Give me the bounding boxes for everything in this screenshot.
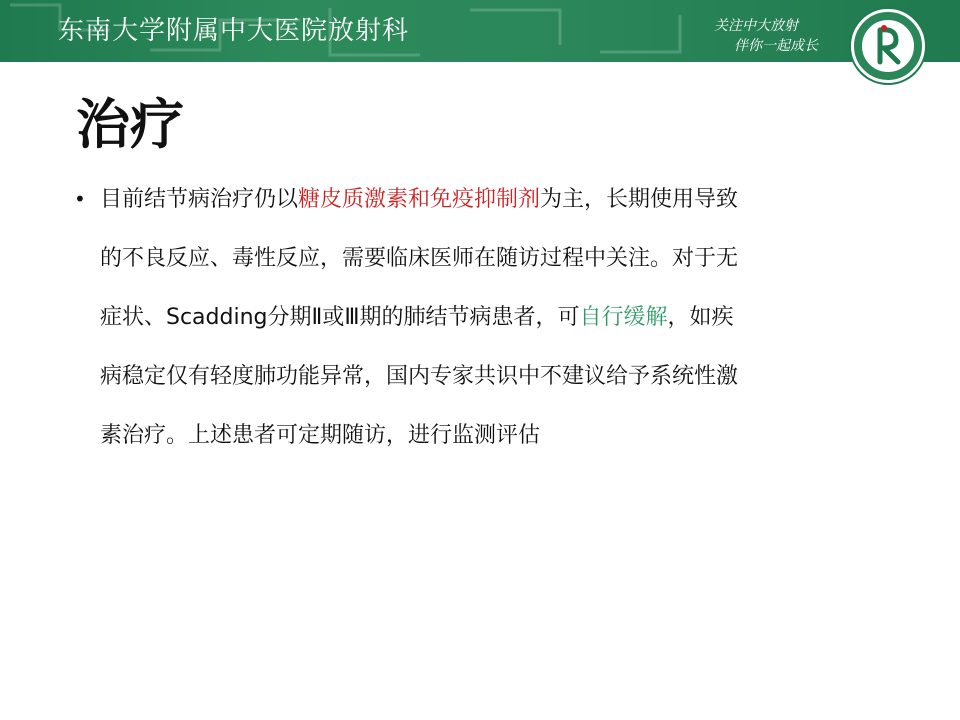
text-segment: 为主，长期使用导致 [540,187,739,212]
highlight-green: 自行缓解 [579,305,668,330]
slide-title: 治疗 [76,93,184,156]
slogan-line-1: 关注中大放射 [714,18,798,34]
text-segment: ，如疾 [667,305,734,330]
paragraph-line-5 [100,416,900,475]
text-segment: 目前结节病治疗仍以 [100,187,299,212]
paragraph-line-3 [100,298,900,357]
slogan-line-2: 伴你一起成长 [734,38,818,54]
paragraph-line-2 [100,239,900,298]
paragraph-line-1 [100,180,900,239]
text-segment: 病稳定仅有轻度肺功能异常，国内专家共识中不建议给予系统性激 [100,364,739,389]
text-segment: 症状、Scadding分期Ⅱ或Ⅲ期的肺结节病患者，可 [100,305,580,330]
bullet-marker: • [74,187,86,211]
bullet-paragraph [100,180,900,475]
header-banner [0,0,960,62]
hospital-department-title: 东南大学附属中大医院放射科 [58,16,410,46]
text-segment: 的不良反应、毒性反应，需要临床医师在随访过程中关注。对于无 [100,246,739,271]
radiology-logo [848,6,928,86]
text-segment: 素治疗。上述患者可定期随访，进行监测评估 [100,423,541,448]
highlight-red: 糖皮质激素和免疫抑制剂 [298,187,541,212]
paragraph-line-4 [100,357,900,416]
